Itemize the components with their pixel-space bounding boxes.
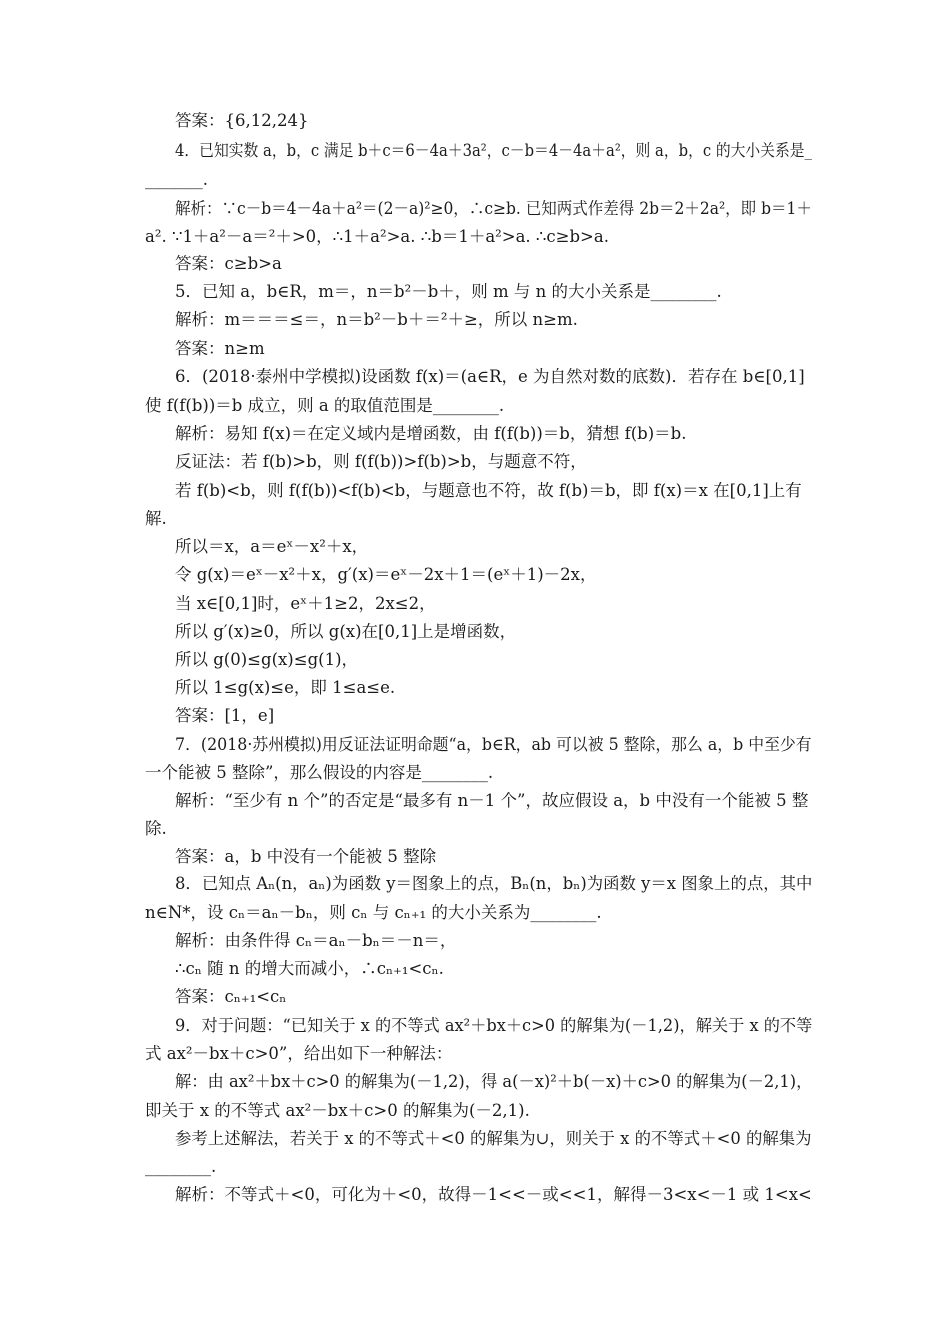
text-line: 使 f(f(b))＝b 成立，则 a 的取值范围是________. [145, 396, 505, 415]
text-line: 答案：a，b 中没有一个能被 5 整除 [175, 847, 437, 866]
text-line: 除. [145, 819, 167, 838]
text-line: 答案：{6,12,24} [175, 111, 309, 130]
text-line: 所以 1≤g(x)≤e，即 1≤a≤e. [175, 678, 396, 697]
text-line: 解析：∵c－b＝4－4a＋a²＝(2－a)²≥0，∴c≥b. 已知两式作差得 2b＝2＋2a²，即 b＝1＋ [175, 199, 812, 218]
text-line: 反证法：若 f(b)>b，则 f(f(b))>f(b)>b，与题意不符， [175, 452, 587, 471]
text-line: 当 x∈[0,1]时，eˣ＋1≥2，2x≤2， [175, 594, 436, 613]
text-line: 若 f(b)<b，则 f(f(b))<f(b)<b，与题意也不符，故 f(b)＝b，即 f(x)＝x 在[0,1]上有 [175, 481, 802, 500]
text-line: 解析：不等式＋<0，可化为＋<0，故得－1<<－或<<1，解得－3<x<－1 或 1<x< [175, 1185, 812, 1204]
text-line: 7．(2018·苏州模拟)用反证法证明命题“a，b∈R，ab 可以被 5 整除，那么 a，b 中至少有 [175, 735, 812, 754]
text-line: 解析：“至少有 n 个”的否定是“最多有 n－1 个”，故应假设 a，b 中没有一个能被 5 整 [175, 791, 809, 810]
text-line: 参考上述解法，若关于 x 的不等式＋<0 的解集为∪，则关于 x 的不等式＋<0 的解集为 [175, 1129, 812, 1148]
text-line: 所以 g′(x)≥0，所以 g(x)在[0,1]上是增函数， [175, 622, 517, 641]
text-line: 式 ax²－bx＋c>0”，给出如下一种解法： [145, 1044, 453, 1063]
text-line: ________. [145, 1157, 217, 1176]
text-line: a². ∵1＋a²－a＝²＋>0，∴1＋a²>a. ∴b＝1＋a²>a. ∴c≥b>a. [145, 227, 609, 246]
text-line: 答案：cₙ₊₁<cₙ [175, 987, 287, 1006]
text-line: 解析：m＝＝＝≤＝，n＝b²－b＋＝²＋≥，所以 n≥m. [175, 310, 578, 329]
text-line: 8．已知点 Aₙ(n，aₙ)为函数 y＝图象上的点，Bₙ(n，bₙ)为函数 y＝x 图象上的点，其中 [175, 874, 813, 893]
text-line: 解析：由条件得 cₙ＝aₙ－bₙ＝－n＝， [175, 931, 457, 950]
text-line: 答案：[1，e] [175, 706, 275, 725]
text-line: n∈N*，设 cₙ＝aₙ－bₙ，则 cₙ 与 cₙ₊₁ 的大小关系为________. [145, 903, 602, 922]
text-line: _______. [145, 170, 208, 189]
text-line: 解析：易知 f(x)＝在定义域内是增函数，由 f(f(b))＝b，猜想 f(b)＝b. [175, 424, 687, 443]
text-line: 令 g(x)＝eˣ－x²＋x，g′(x)＝eˣ－2x＋1＝(eˣ＋1)－2x， [175, 565, 597, 584]
text-line: 解. [145, 509, 167, 528]
text-line: ∴cₙ 随 n 的增大而减小，∴cₙ₊₁<cₙ. [175, 959, 444, 978]
text-line: 所以 g(0)≤g(x)≤g(1)， [175, 650, 359, 669]
text-line: 4．已知实数 a，b，c 满足 b＋c＝6－4a＋3a²，c－b＝4－4a＋a²，则 a，b，c 的大小关系是_ [175, 141, 812, 160]
text-line: 6．(2018·泰州中学模拟)设函数 f(x)＝(a∈R，e 为自然对数的底数)．若存在 b∈[0,1] [175, 367, 805, 386]
text-line: 即关于 x 的不等式 ax²－bx＋c>0 的解集为(－2,1). [145, 1101, 530, 1120]
text-line: 所以＝x，a＝eˣ－x²＋x， [175, 537, 369, 556]
text-line: 解：由 ax²＋bx＋c>0 的解集为(－1,2)，得 a(－x)²＋b(－x)＋c>0 的解集为(－2,1)， [175, 1072, 813, 1091]
text-line: 一个能被 5 整除”，那么假设的内容是________. [145, 763, 494, 782]
text-line: 9．对于问题：“已知关于 x 的不等式 ax²＋bx＋c>0 的解集为(－1,2)，解关于 x 的不等 [175, 1016, 813, 1035]
text-line: 答案：c≥b>a [175, 254, 282, 273]
text-line: 5．已知 a，b∈R，m＝，n＝b²－b＋，则 m 与 n 的大小关系是________. [175, 282, 722, 301]
text-line: 答案：n≥m [175, 339, 265, 358]
